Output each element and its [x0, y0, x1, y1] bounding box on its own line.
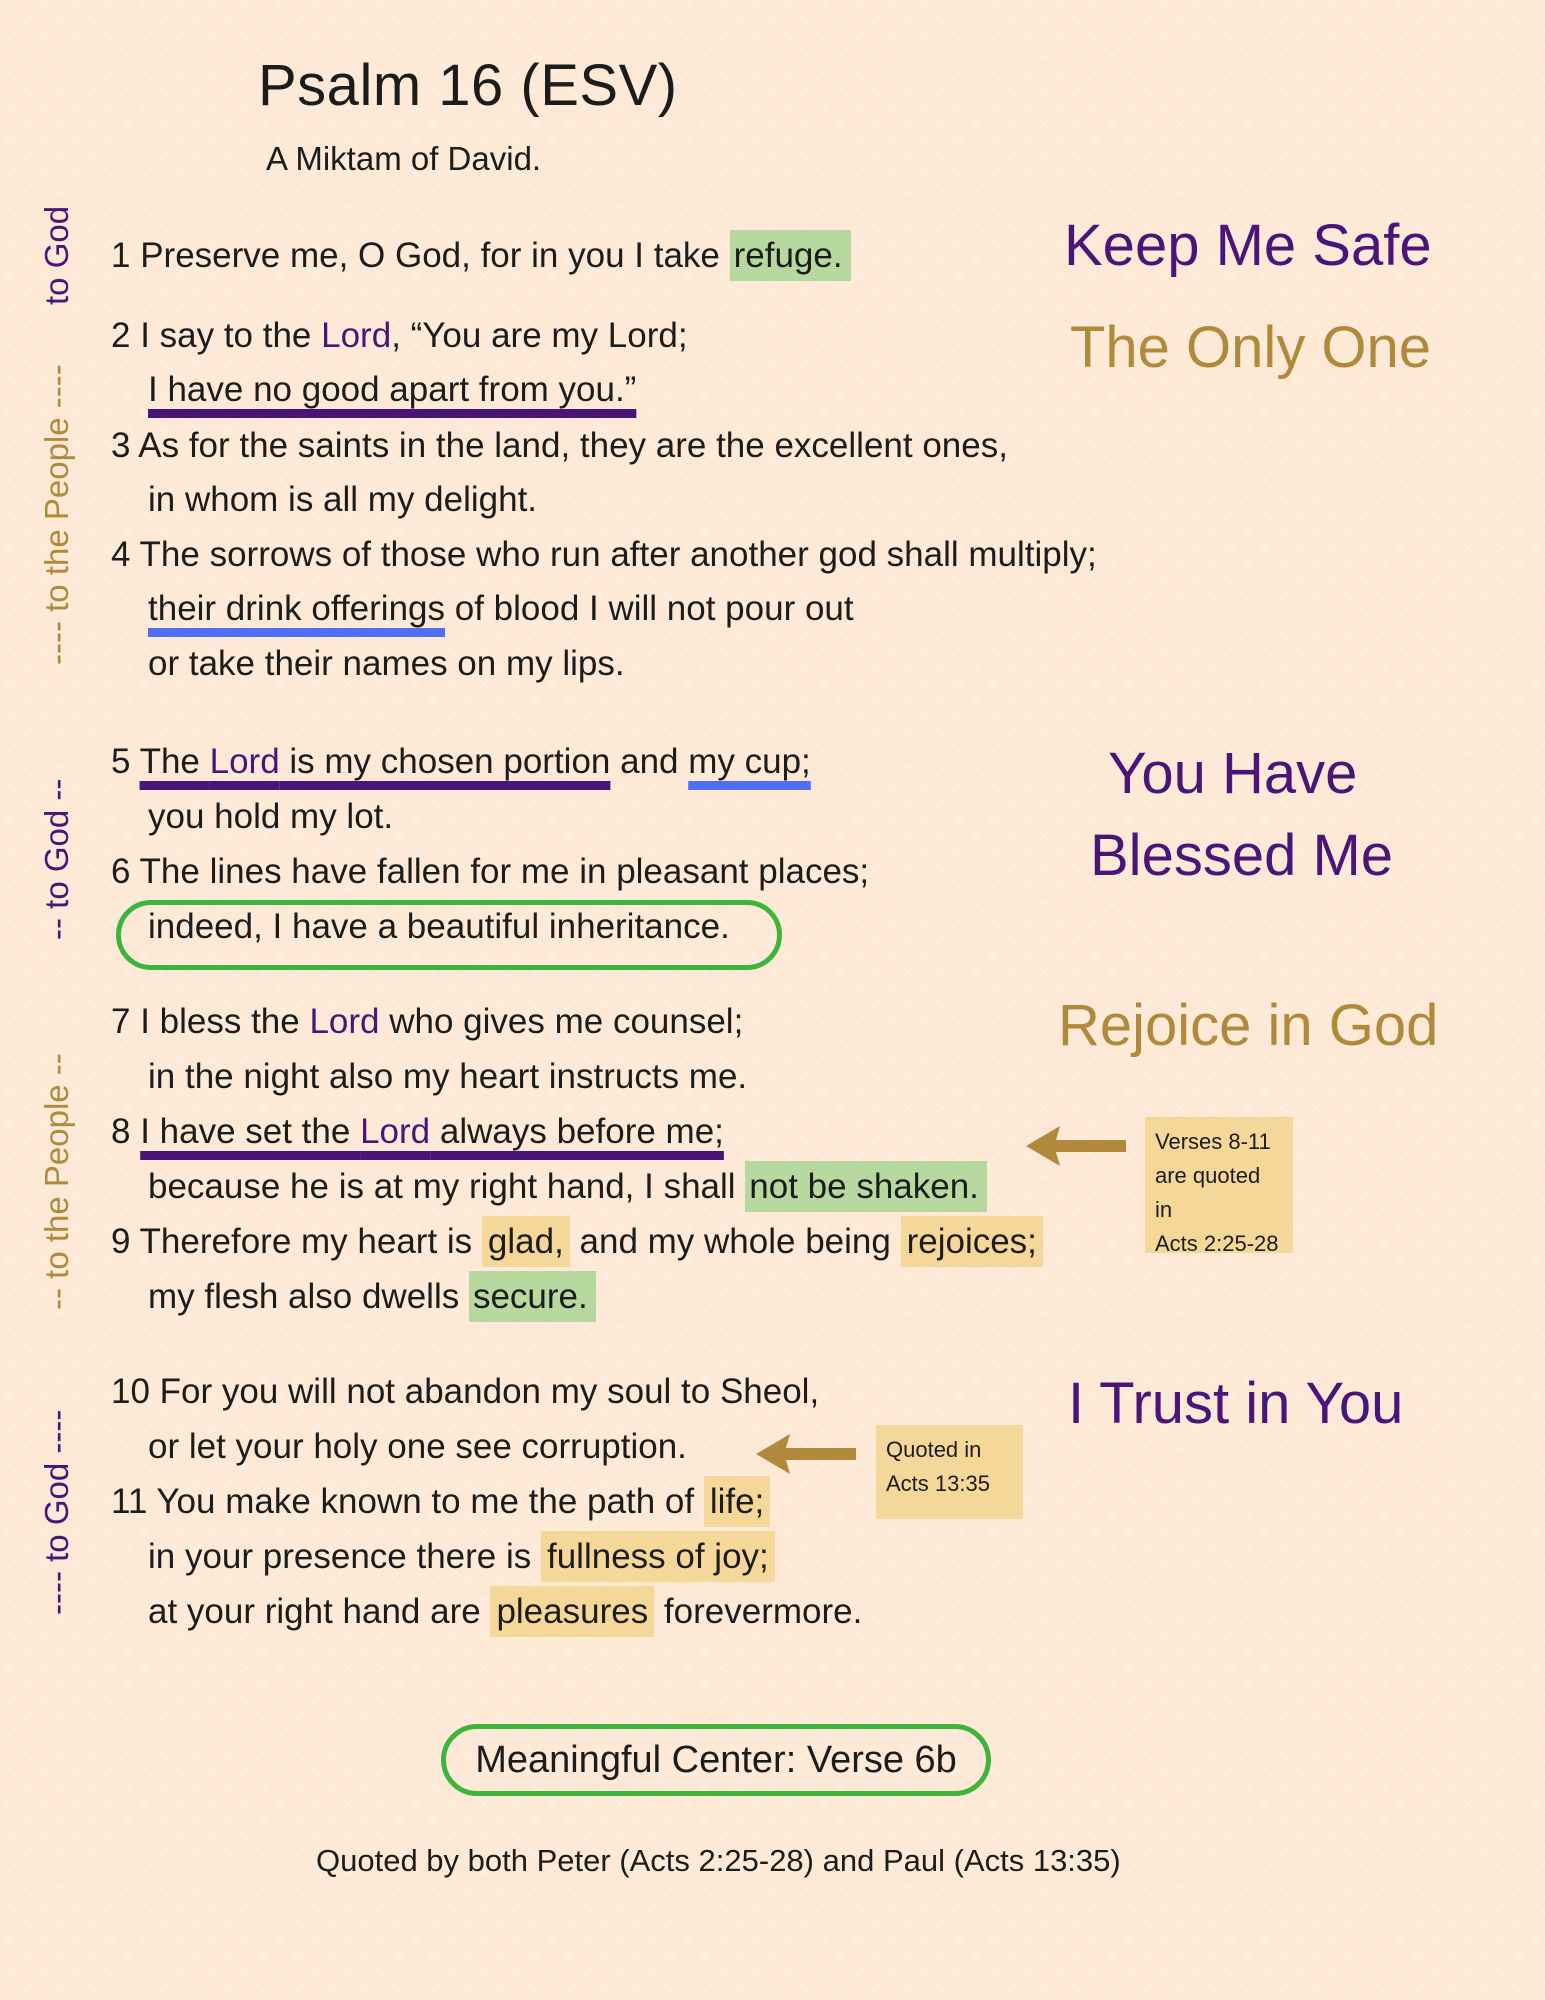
page-title: Psalm 16 (ESV)	[258, 53, 678, 118]
highlight-not-shaken: not be shaken.	[745, 1161, 987, 1212]
underline-drink-offerings: their drink offerings	[148, 589, 446, 628]
verse-11a	[111, 1480, 770, 1524]
note-acts-13-35	[876, 1425, 1023, 1519]
verse-text: my flesh also dwells	[148, 1277, 469, 1316]
side-label-to-god-1: to God	[38, 205, 75, 305]
verse-text: 2 I say to the	[111, 316, 322, 355]
verse-11c	[148, 1590, 862, 1634]
meaningful-center-badge	[441, 1724, 991, 1796]
heading-blessed-me: Blessed Me	[1090, 823, 1394, 888]
verse-text: 11 You make known to me the path of	[111, 1482, 704, 1521]
verse-3a: 3 As for the saints in the land, they are the excellent ones,	[111, 426, 1008, 465]
verse-text: 9 Therefore my heart is	[111, 1222, 482, 1261]
heading-you-have: You Have	[1108, 741, 1358, 806]
page-subtitle: A Miktam of David.	[266, 140, 542, 177]
verse-text: always before me;	[430, 1112, 724, 1151]
note-line: Acts 13:35	[886, 1471, 990, 1496]
lord-word: Lord	[209, 742, 280, 781]
verse-10a: 10 For you will not abandon my soul to Sheol,	[111, 1372, 820, 1411]
highlight-rejoices: rejoices;	[901, 1216, 1043, 1267]
note-line: are quoted in	[1155, 1163, 1261, 1222]
verse-text: of blood I will not pour out	[445, 589, 854, 628]
verse-text: , “You are my Lord;	[391, 316, 688, 355]
verse-text: is my chosen portion	[279, 742, 611, 781]
verse-text: forevermore.	[654, 1592, 863, 1631]
verse-7b: in the night also my heart instructs me.	[148, 1057, 748, 1096]
verse-2b	[148, 368, 636, 412]
verse-text: who gives me counsel;	[379, 1002, 744, 1041]
side-label-to-people-2: -- to the People --	[38, 1053, 75, 1310]
heading-i-trust-in-you: I Trust in You	[1068, 1371, 1404, 1436]
verse-text: and my whole being	[569, 1222, 901, 1261]
underline-chosen-portion	[140, 742, 611, 781]
verse-3b: in whom is all my delight.	[148, 480, 538, 519]
verse-2a	[111, 314, 688, 358]
verse-text: 1 Preserve me, O God, for in you I take	[111, 236, 730, 275]
side-label-to-god-3: ---- to God ----	[38, 1409, 75, 1615]
verse-1	[111, 234, 851, 278]
verse-text: 7 I bless the	[111, 1002, 310, 1041]
highlight-refuge: refuge.	[730, 230, 851, 281]
verse-number: 5	[111, 742, 140, 781]
note-line: Verses 8-11	[1155, 1129, 1271, 1154]
verse-9b	[148, 1275, 596, 1319]
underline-my-cup: my cup;	[688, 742, 811, 781]
note-line: Acts 2:25-28	[1155, 1231, 1279, 1256]
verse-text: and	[610, 742, 689, 781]
meaningful-center-label: Meaningful Center: Verse 6b	[475, 1738, 957, 1781]
highlight-pleasures: pleasures	[490, 1586, 654, 1637]
verse-text: in your presence there is	[148, 1537, 541, 1576]
underline-no-good-apart: I have no good apart from you.”	[148, 370, 637, 409]
verse-7a	[111, 1000, 743, 1044]
lord-word: Lord	[360, 1112, 431, 1151]
verse-9a	[111, 1220, 1043, 1264]
left-arrow-icon	[756, 1434, 860, 1474]
side-label-to-god-2: -- to God --	[38, 778, 75, 940]
verse-number: 8	[111, 1112, 141, 1151]
verse-5b: you hold my lot.	[148, 797, 394, 836]
verse-text: The	[139, 742, 210, 781]
highlight-life: life;	[704, 1476, 770, 1527]
verse-4c: or take their names on my lips.	[148, 644, 625, 683]
highlight-glad: glad,	[482, 1216, 570, 1267]
side-label-to-people-1: ---- to the People ----	[38, 364, 75, 665]
footer-note: Quoted by both Peter (Acts 2:25-28) and Paul (Acts 13:35)	[316, 1843, 1121, 1878]
verse-8b	[148, 1165, 987, 1209]
heading-rejoice-in-god: Rejoice in God	[1058, 993, 1439, 1058]
heading-keep-me-safe: Keep Me Safe	[1064, 213, 1432, 278]
heading-the-only-one: The Only One	[1070, 315, 1432, 380]
verse-6a: 6 The lines have fallen for me in pleasant places;	[111, 852, 870, 891]
highlight-fullness-of-joy: fullness of joy;	[541, 1531, 775, 1582]
verse-4b	[148, 587, 854, 631]
lord-word: Lord	[321, 316, 392, 355]
verse-text: because he is at my right hand, I shall	[148, 1167, 746, 1206]
left-arrow-icon	[1026, 1126, 1130, 1166]
verse-text: at your right hand are	[148, 1592, 491, 1631]
note-line: Quoted in	[886, 1437, 982, 1462]
highlight-secure: secure.	[469, 1271, 596, 1322]
lord-word: Lord	[309, 1002, 380, 1041]
verse-8a	[111, 1110, 724, 1154]
verse-10b: or let your holy one see corruption.	[148, 1427, 687, 1466]
underline-set-the-lord	[140, 1112, 724, 1151]
note-verses-8-11	[1145, 1117, 1293, 1256]
verse-11b	[148, 1535, 775, 1579]
verse-6b: indeed, I have a beautiful inheritance.	[148, 907, 730, 946]
verse-4a: 4 The sorrows of those who run after another god shall multiply;	[111, 535, 1097, 574]
verse-5a	[111, 740, 811, 784]
verse-text: I have set the	[140, 1112, 361, 1151]
